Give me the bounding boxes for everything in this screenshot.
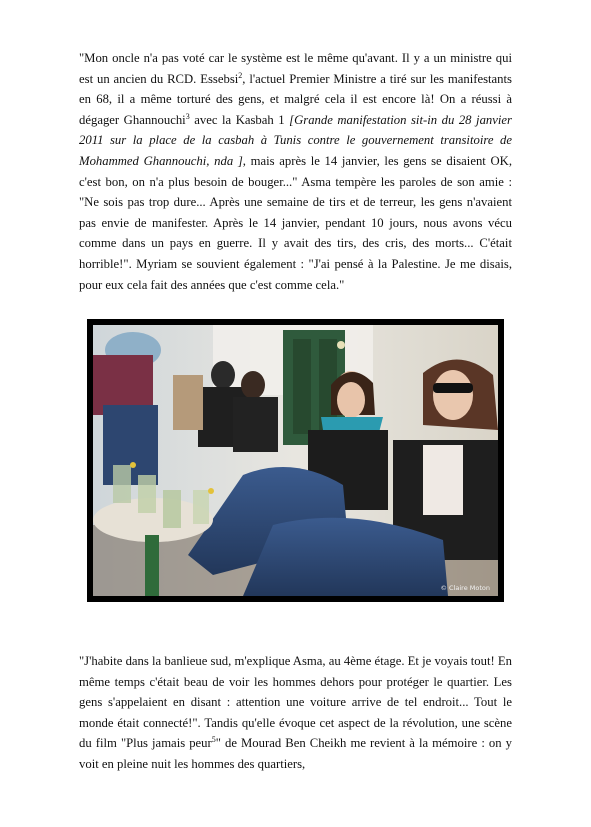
footnote-ref-3[interactable]: 3 (185, 111, 190, 121)
paragraph-1-editor-note: [Grande manifestation sit-in du 28 janvier 2011 sur la place de la casbah à Tunis contre le gouvernement transitoire de Mohammed Ghannouchi, nda ] (79, 112, 512, 168)
white-top (423, 445, 463, 515)
paragraph-2-text-a: "J'habite dans la banlieue sud, m'explique Asma, au 4ème étage. Et je voyais tout! En même temps c'était beau de voir les hommes dehors pour protéger le quartier. Les gens s'appelaient en disant : attention une voiture arrive de tel endroit... Tout le monde était connecté!". Tandis qu'elle évoque cet aspect de la révolution, une scène du film "Plus jamais peur (79, 654, 512, 751)
paragraph-1 (79, 48, 512, 295)
paragraph-1-text-d: , mais après le 14 janvier, les gens se disaient OK, c'est bon, on n'a plus besoin de bouger..." Asma tempère les paroles de son amie : "Ne sois pas trop dure... Après une semaine de tirs et de terreur, les gens n'avaient pas envie de manifester. Après le 14 janvier, pendant 10 jours, nous avons vécu comme dans un pays en guerre. Il y avait des tirs, des cris, des morts... C'était horrible!". Myriam se souvient également : "J'ai pensé à la Palestine. Je me disais, pour eux cela fait des années que c'est comme cela." (79, 153, 512, 292)
footnote-ref-5[interactable]: 5 (211, 735, 216, 745)
tea-glass (193, 490, 209, 524)
lamp (337, 341, 345, 349)
lemon (208, 488, 214, 494)
person-far (173, 375, 203, 430)
photo-credit: © Claire Moton (440, 584, 490, 592)
tea-glass (113, 465, 131, 503)
photo-illustration (93, 325, 498, 596)
paragraph-2-text-b: " de Mourad Ben Cheikh me revient à la mémoire : on y voit en pleine nuit les hommes des quartiers, (79, 736, 512, 771)
head-hair (241, 371, 265, 399)
face (337, 382, 365, 418)
door-panel (293, 339, 311, 434)
photo-women-cafe (93, 325, 498, 596)
lemon (130, 462, 136, 468)
paragraph-1-text-b: , l'actuel Premier Ministre a tiré sur les manifestants en 68, il a même torturé des gens, et malgré cela il est encore là! On a réussi à dégager Ghannouchi (79, 71, 512, 127)
face-right-woman (433, 370, 473, 420)
headscarf-black (211, 361, 235, 389)
tea-glass (138, 475, 156, 513)
sunglasses (433, 383, 473, 393)
paragraph-1-text-c: avec la Kasbah 1 (189, 112, 290, 127)
paragraph-1-text-a: "Mon oncle n'a pas voté car le système est le même qu'avant. Il y a un ministre qui est un ancien du RCD. Essebsi (79, 51, 512, 86)
person-dark (233, 397, 278, 452)
table-leg (145, 535, 159, 596)
footnote-ref-2[interactable]: 2 (238, 70, 243, 80)
paragraph-2 (79, 651, 512, 775)
photo-frame (87, 319, 504, 602)
tea-glass (163, 490, 181, 528)
